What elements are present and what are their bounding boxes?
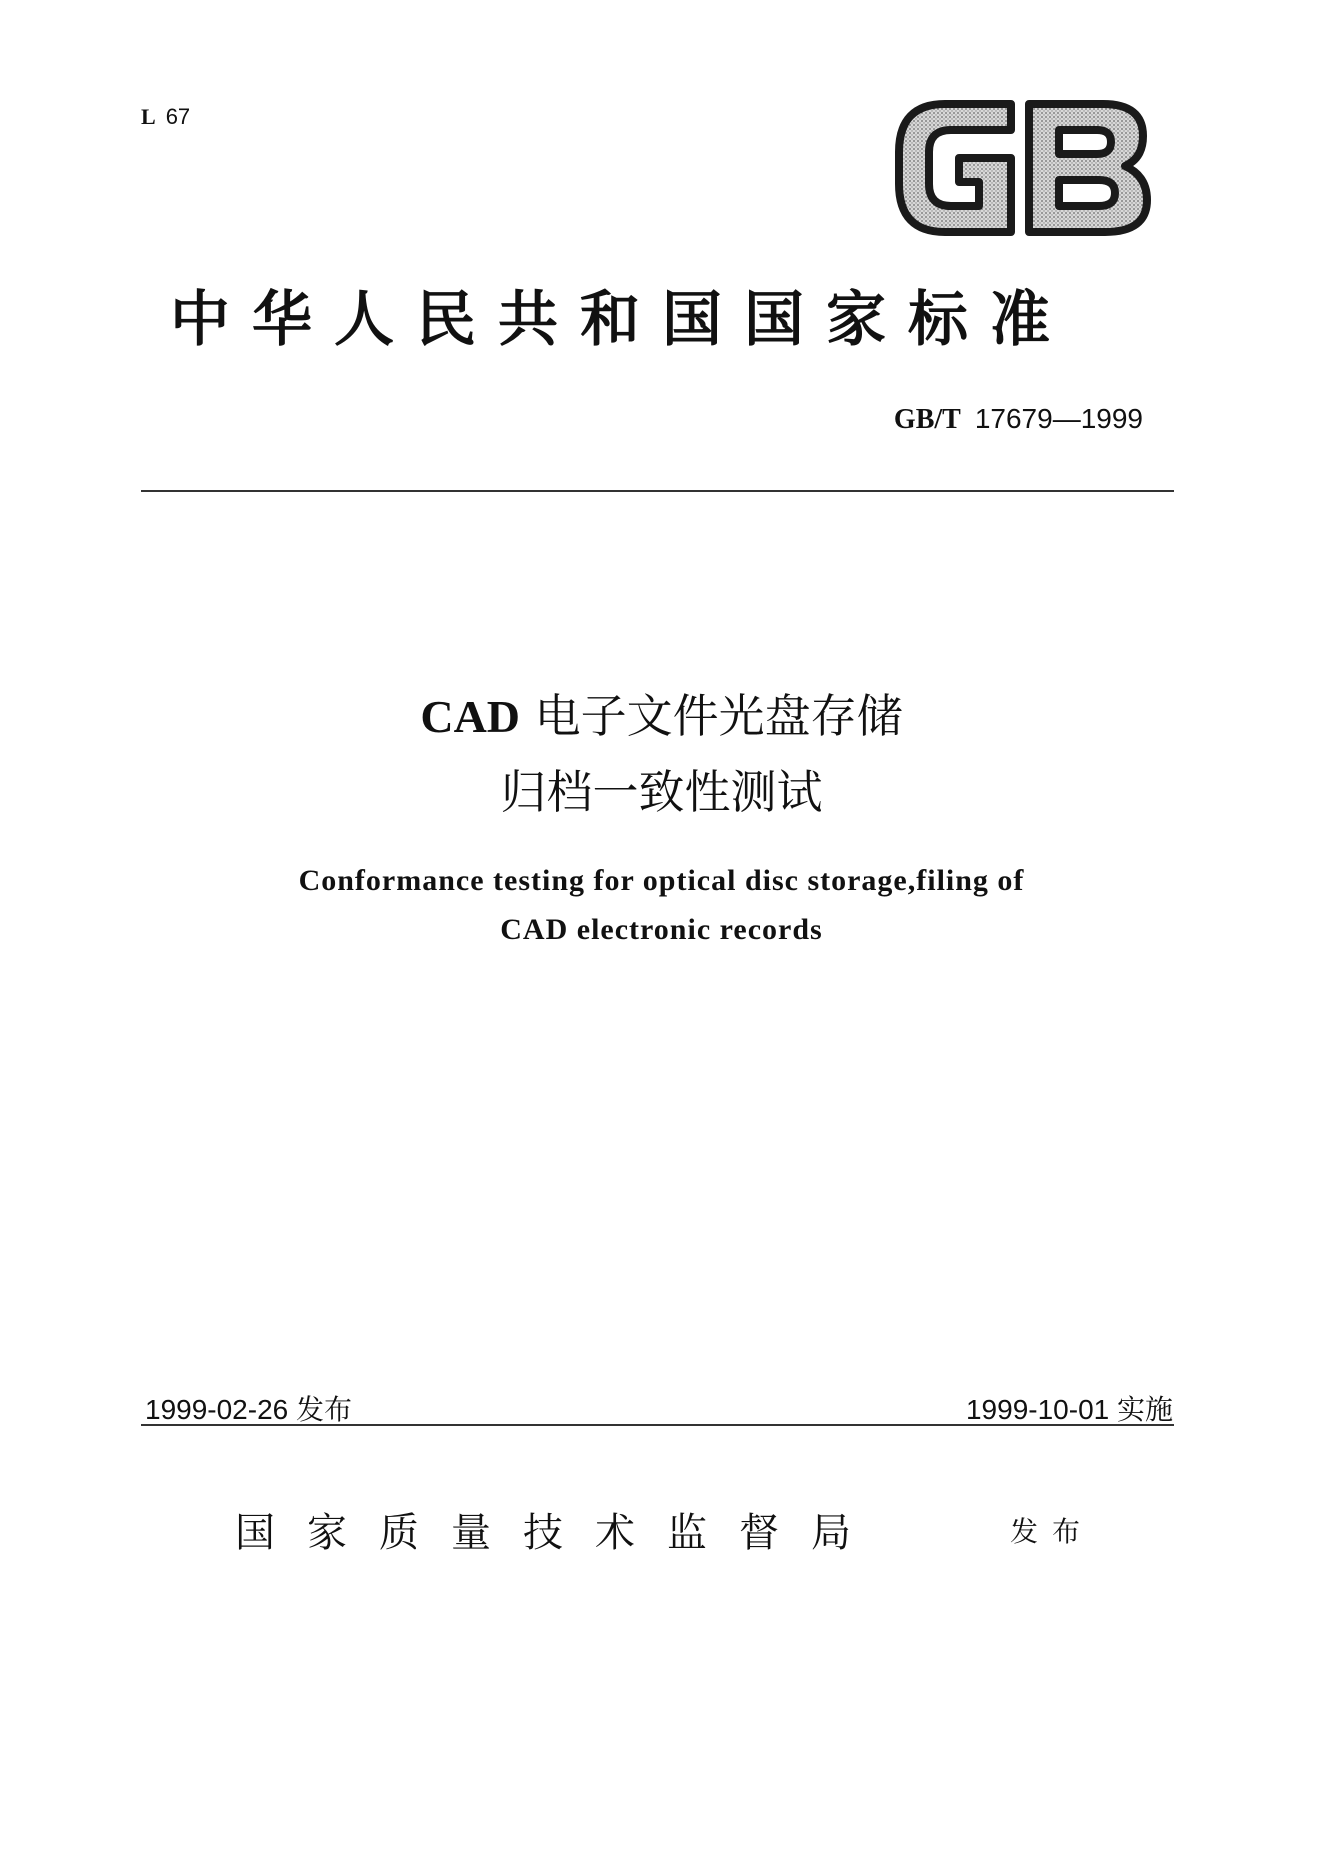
issue-action: 发布 bbox=[1010, 1515, 1095, 1548]
standard-number-code: 17679—1999 bbox=[974, 403, 1143, 434]
chinese-title-latin: CAD bbox=[420, 691, 521, 742]
english-title-line-2: CAD electronic records bbox=[500, 913, 823, 946]
chinese-title-text: 电子文件光盘存储 bbox=[520, 689, 903, 743]
bottom-divider bbox=[141, 1424, 1174, 1426]
implementation-date: 1999-10-01 实施 bbox=[965, 1394, 1173, 1425]
top-divider bbox=[141, 490, 1174, 492]
standard-number bbox=[894, 402, 1143, 436]
gb-logo-mark bbox=[893, 96, 1153, 240]
ccs-number: 67 bbox=[165, 104, 191, 129]
national-standard-title: 中华人民共和国国家标准 bbox=[170, 285, 1072, 355]
gb-logo bbox=[893, 96, 1153, 240]
ccs-classification bbox=[141, 104, 190, 130]
issue-date: 1999-02-26 发布 bbox=[145, 1394, 353, 1425]
chinese-title-line-1 bbox=[0, 680, 1323, 746]
chinese-title-line-2: 归档一致性测试 bbox=[500, 765, 823, 819]
standard-number-prefix: GB/T bbox=[893, 404, 961, 435]
issuing-authority: 国家质量技术监督局 bbox=[235, 1510, 883, 1556]
english-title-line-1: Conformance testing for optical disc storage,filing of bbox=[298, 864, 1025, 897]
ccs-prefix: L bbox=[141, 104, 156, 129]
